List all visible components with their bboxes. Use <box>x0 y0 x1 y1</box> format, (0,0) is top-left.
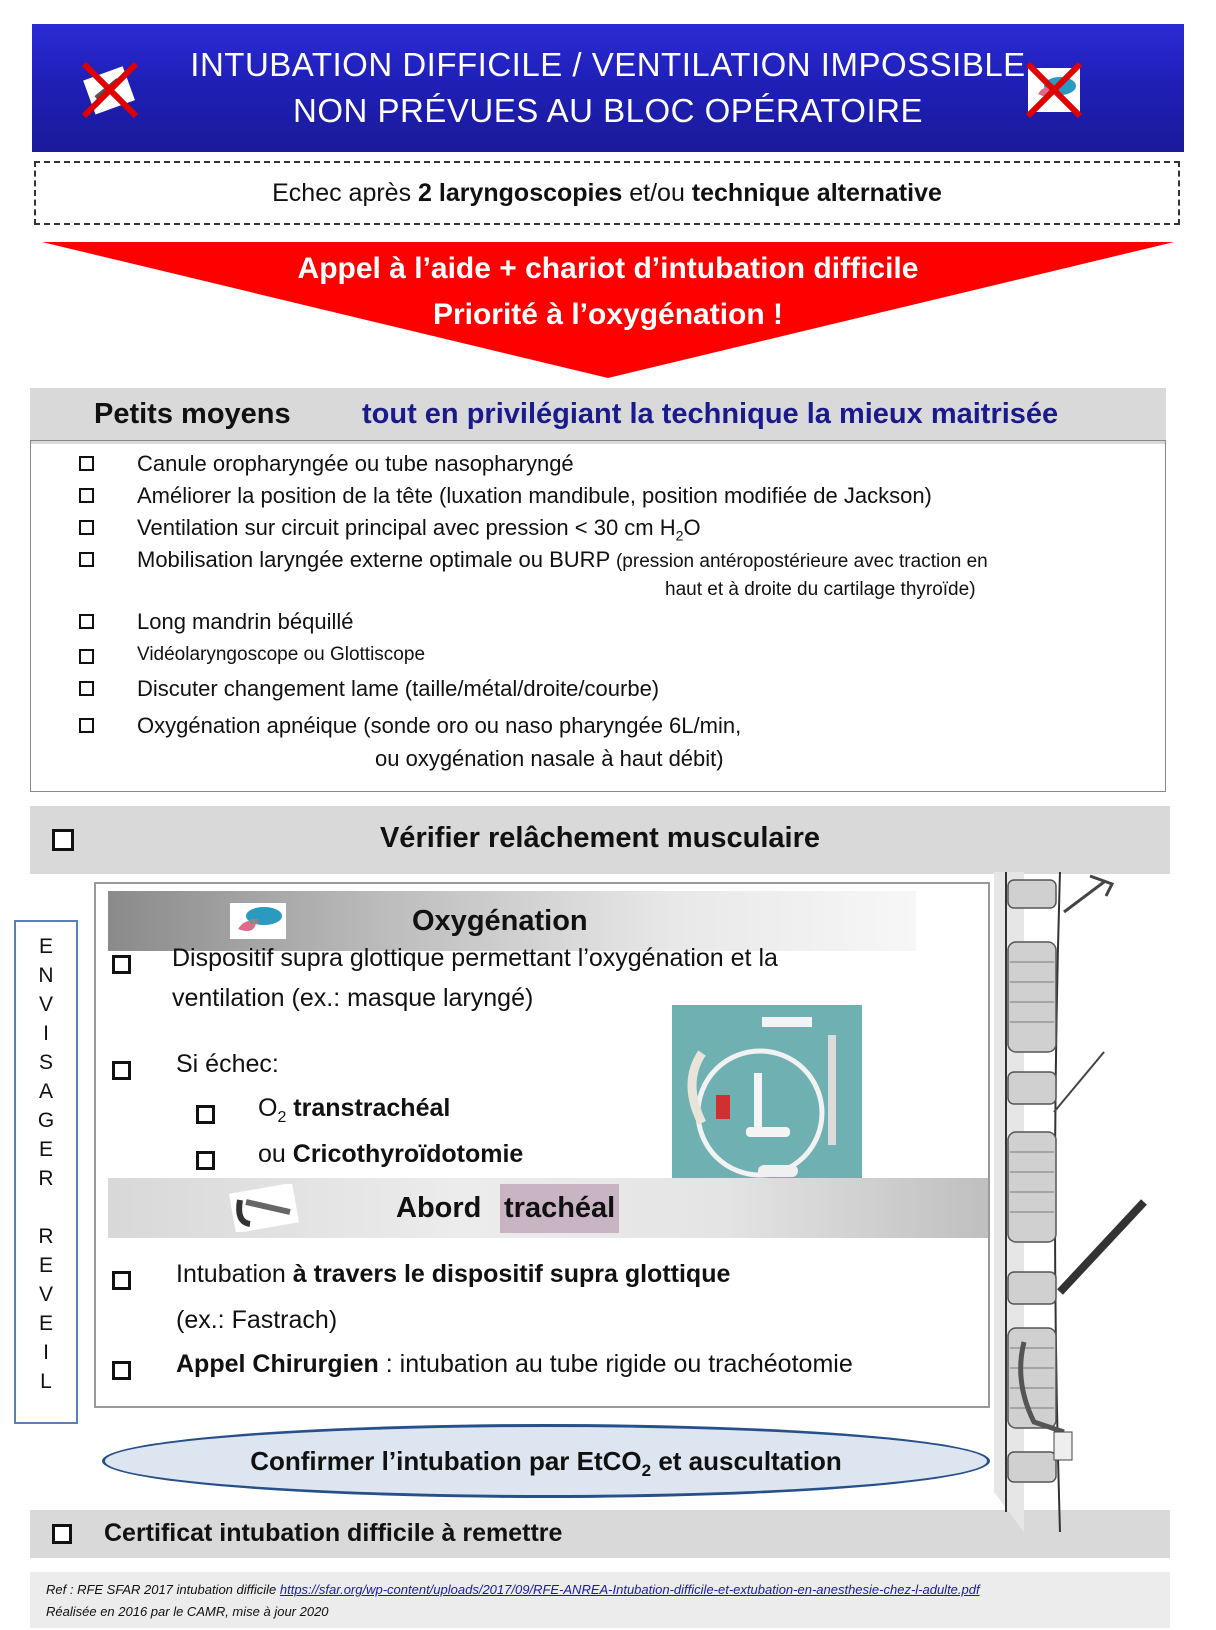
oxy-item-1-line1: Dispositif supra glottique permettant l’oxygénation et la <box>172 944 778 972</box>
echec-mid: et/ou <box>622 179 692 207</box>
header-title-line2: NON PRÉVUES AU BLOC OPÉRATOIRE <box>293 92 923 129</box>
abord-item-1: Intubation à travers le dispositif supra glottique <box>176 1260 731 1288</box>
reference-line1: Ref : RFE SFAR 2017 intubation difficile https://sfar.org/wp-content/uploads/2017/09/RFE-ANREA-Intubation-difficile-et-extubation-en-anesthesie-chez-l-adulte.pdf <box>46 1582 980 1597</box>
petits-moyens-title: Petits moyens <box>94 398 291 430</box>
crossed-mask-icon <box>1022 58 1086 122</box>
abord-title-1: Abord <box>396 1192 482 1224</box>
reference-line2: Réalisée en 2016 par le CAMR, mise à jour 2020 <box>46 1604 329 1619</box>
checkbox-icon[interactable] <box>79 681 94 696</box>
oxy-item-1 <box>112 952 131 981</box>
oxy-sub-2: ou Cricothyroïdotomie <box>258 1140 524 1168</box>
certificat-label: Certificat intubation difficile à remettre <box>104 1519 563 1547</box>
checkbox-icon[interactable] <box>79 649 94 664</box>
abord-title-2: trachéal <box>500 1184 619 1233</box>
petits-moyens-header <box>30 388 1166 444</box>
verifier-label: Vérifier relâchement musculaire <box>379 822 821 854</box>
oxy-sub-1-checkbox <box>196 1102 215 1131</box>
burp-note-cont: haut et à droite du cartilage thyroïde) <box>665 579 976 600</box>
oxy-item-2-checkbox <box>112 1058 131 1087</box>
oxy-item-1-line2: ventilation (ex.: masque laryngé) <box>172 984 534 1012</box>
checkbox-icon[interactable] <box>196 1105 215 1124</box>
mask-bag-icon <box>230 903 286 939</box>
reference-link[interactable]: https://sfar.org/wp-content/uploads/2017/09/RFE-ANREA-Intubation-difficile-et-extubation-en-anesthesie-chez-l-adulte.pdf <box>279 1582 980 1597</box>
arrow-line2: Priorité à l’oxygénation ! <box>432 298 784 331</box>
confirm-intubation-ellipse: Confirmer l’intubation par EtCO$_2$ et auscultation <box>102 1424 990 1498</box>
oxygenation-title: Oxygénation <box>412 905 588 937</box>
verifier-muscle-relaxation <box>30 806 1170 874</box>
checkbox-icon[interactable] <box>52 1524 72 1544</box>
checkbox-icon[interactable] <box>112 955 131 974</box>
failure-condition-box <box>34 161 1180 225</box>
petits-moyens-subtitle: tout en privilégiant la technique la mieux maitrisée <box>362 398 1059 430</box>
oxy-sub-2-checkbox <box>196 1148 215 1177</box>
call-for-help-arrow <box>42 242 1174 378</box>
echec-pre: Echec après <box>272 179 419 207</box>
header-title-line1: INTUBATION DIFFICILE / VENTILATION IMPOSSIBLE <box>190 46 1026 83</box>
crossed-laryngoscope-icon <box>78 58 142 122</box>
reference-footer <box>30 1572 1170 1628</box>
checkbox-icon[interactable] <box>112 1061 131 1080</box>
arrow-line1: Appel à l’aide + chariot d’intubation difficile <box>297 252 919 285</box>
abord-item-1-checkbox <box>112 1268 131 1297</box>
checkbox-icon[interactable] <box>112 1271 131 1290</box>
abord-item-2-checkbox <box>112 1358 131 1387</box>
checkbox-icon[interactable] <box>79 718 94 733</box>
checkbox-icon[interactable] <box>79 552 94 567</box>
checkbox-icon[interactable] <box>196 1151 215 1170</box>
abord-item-2: Appel Chirurgien : intubation au tube rigide ou trachéotomie <box>176 1350 853 1378</box>
cricothyroidotomy-kit-photo <box>672 1005 862 1187</box>
abord-item-1-line2: (ex.: Fastrach) <box>176 1306 338 1334</box>
envisager-reveil-side-label: E N V I S A G E R R E V E I L <box>14 920 78 1424</box>
checkbox-icon[interactable] <box>79 520 94 535</box>
laryngoscope-icon <box>226 1184 302 1232</box>
petits-moyens-box: Canule oropharyngée ou tube nasopharyngé Améliorer la position de la tête (luxation mandibule, position modifiée de Jackson) Ventilation sur circuit principal avec pression < 30 cm $H_2O$ Mobilisation laryngée externe optimale ou BURP (pression antéropostérieure avec traction en haut et à droite du cartilage thyroïde) Long mandrin béquillé Vidéolaryngoscope ou Glottiscope Discuter changement lame (taille/métal/droite/courbe) Oxygénation apnéique (sonde oro ou naso pharyngée 6L/min, ou oxygénation nasale à haut débit) <box>30 440 1166 792</box>
checkbox-icon[interactable] <box>112 1361 131 1380</box>
oxy-item-2: Si échec: <box>176 1050 279 1078</box>
echec-bold-2: technique alternative <box>691 179 942 207</box>
checkbox-icon[interactable] <box>79 614 94 629</box>
apnea-note-cont: ou oxygénation nasale à haut débit) <box>375 746 724 771</box>
checkbox-icon[interactable] <box>79 456 94 471</box>
page-header <box>32 24 1184 152</box>
checkbox-icon[interactable] <box>79 488 94 503</box>
echec-bold-1: 2 laryngoscopies <box>418 179 623 207</box>
trachea-illustration <box>994 872 1210 1532</box>
oxy-sub-1: $O_2$ transtrachéal <box>258 1094 451 1126</box>
